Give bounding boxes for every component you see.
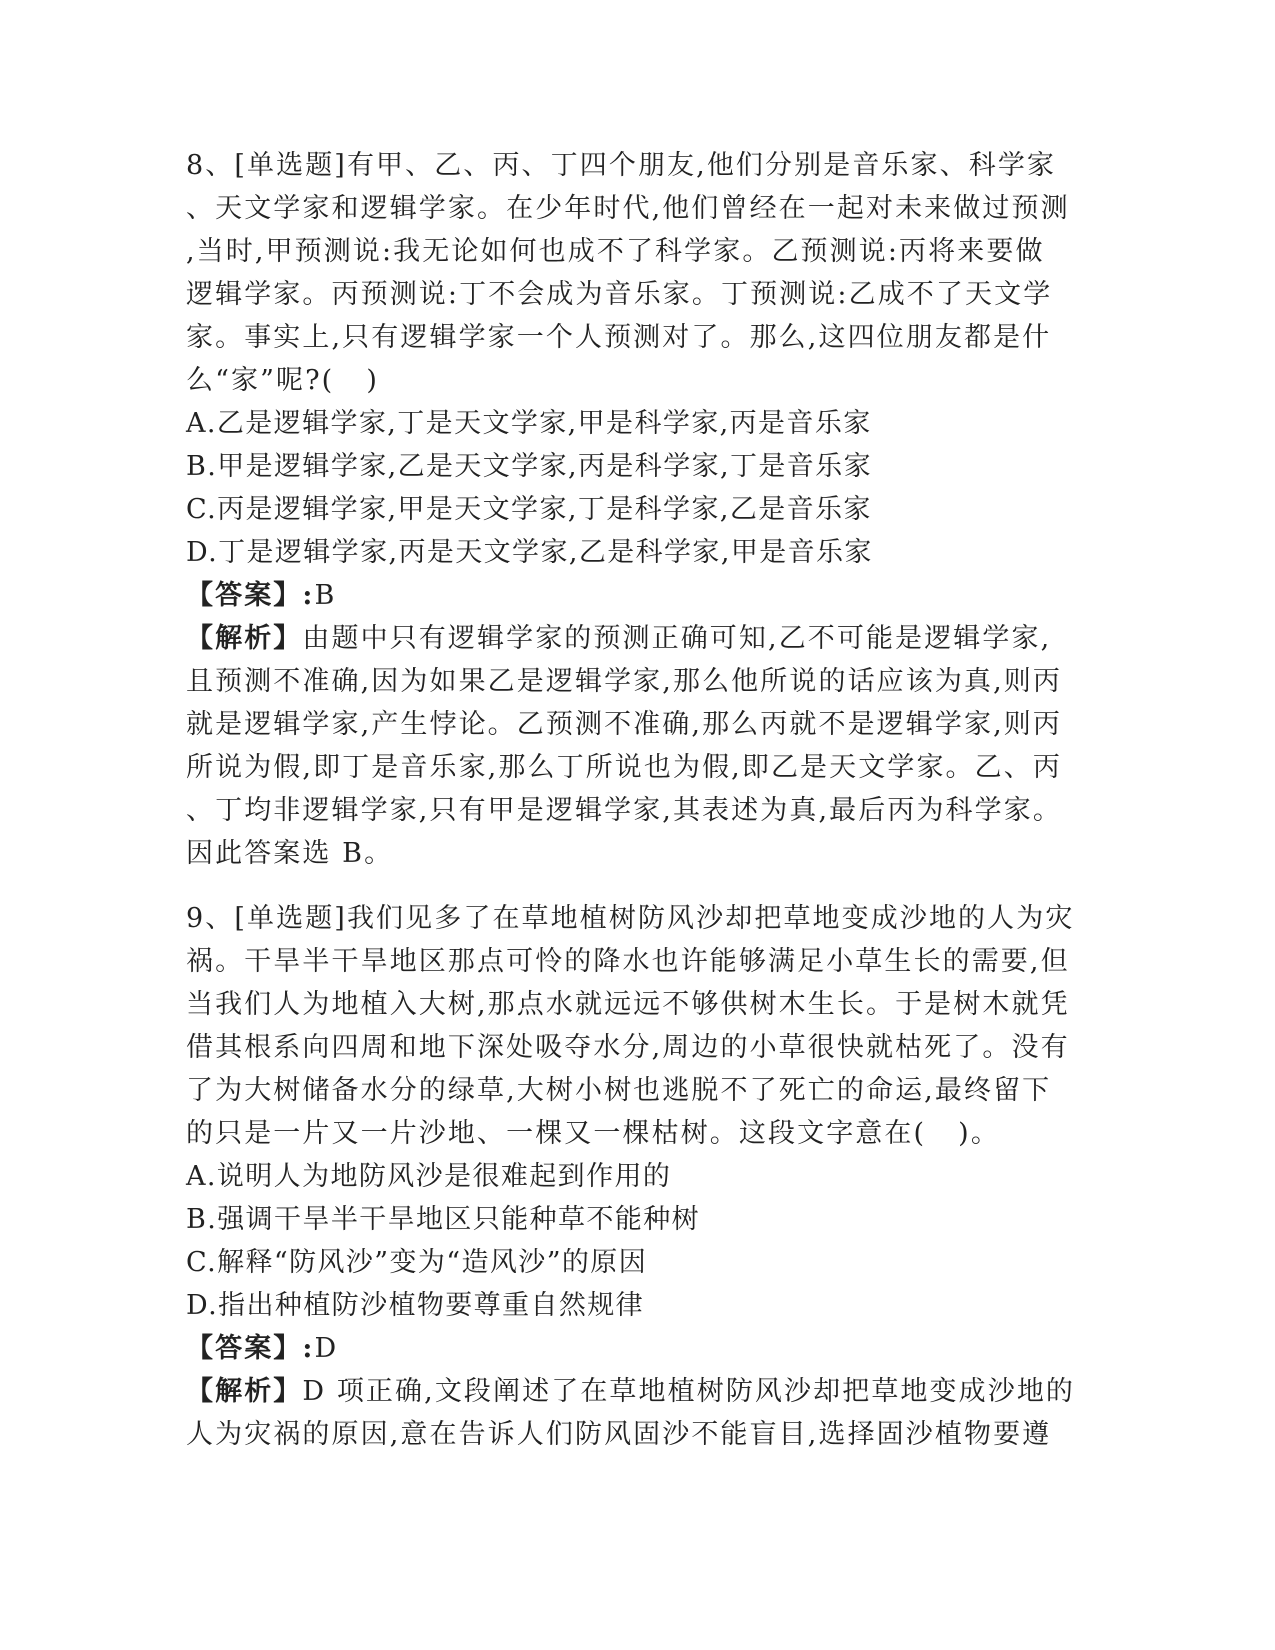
question-stem-line: 8、[单选题]有甲、乙、丙、丁四个朋友,他们分别是音乐家、科学家 <box>186 150 1057 181</box>
question-stem-line: 祸。干旱半干旱地区那点可怜的降水也许能够满足小草生长的需要,但 <box>186 946 1070 977</box>
question-spacer <box>186 875 1086 897</box>
analysis-line <box>186 617 1086 660</box>
answer-line <box>186 1327 1086 1370</box>
analysis-line: 就是逻辑学家,产生悖论。乙预测不准确,那么丙就不是逻辑学家,则丙 <box>186 709 1062 740</box>
analysis-line: 所说为假,即丁是音乐家,那么丁所说也为假,即乙是天文学家。乙、丙 <box>186 752 1062 783</box>
option-a: A.乙是逻辑学家,丁是天文学家,甲是科学家,丙是音乐家 <box>186 408 872 439</box>
answer-label: 【答案】 <box>186 1333 303 1364</box>
option-b: B.强调干旱半干旱地区只能种草不能种树 <box>186 1204 701 1235</box>
answer-line <box>186 574 1086 617</box>
analysis-text: D 项正确,文段阐述了在草地植树防风沙却把草地变成沙地的 <box>302 1376 1076 1407</box>
answer-value: D <box>314 1333 339 1364</box>
question-stem-line: ,当时,甲预测说:我无论如何也成不了科学家。乙预测说:丙将来要做 <box>186 236 1045 267</box>
question-stem-line: 、天文学家和逻辑学家。在少年时代,他们曾经在一起对未来做过预测 <box>186 193 1070 224</box>
answer-separator: : <box>302 580 315 611</box>
question-stem-line: 借其根系向四周和地下深处吸夺水分,周边的小草很快就枯死了。没有 <box>186 1032 1070 1063</box>
analysis-line: 且预测不准确,因为如果乙是逻辑学家,那么他所说的话应该为真,则丙 <box>186 666 1062 697</box>
answer-value: B <box>314 580 337 611</box>
question-9 <box>186 897 1086 1456</box>
analysis-label: 【解析】 <box>186 1376 303 1407</box>
analysis-line: 人为灾祸的原因,意在告诉人们防风固沙不能盲目,选择固沙植物要遵 <box>186 1419 1052 1450</box>
answer-label: 【答案】 <box>186 580 303 611</box>
analysis-line: 因此答案选 B。 <box>186 838 394 869</box>
question-8 <box>186 144 1086 875</box>
question-stem-line: 当我们人为地植入大树,那点水就远远不够供树木生长。于是树木就凭 <box>186 989 1070 1020</box>
analysis-text: 由题中只有逻辑学家的预测正确可知,乙不可能是逻辑学家, <box>302 623 1052 654</box>
question-stem-line: 了为大树储备水分的绿草,大树小树也逃脱不了死亡的命运,最终留下 <box>186 1075 1052 1106</box>
option-c: C.丙是逻辑学家,甲是天文学家,丁是科学家,乙是音乐家 <box>186 494 872 525</box>
option-d: D.丁是逻辑学家,丙是天文学家,乙是科学家,甲是音乐家 <box>186 537 873 568</box>
analysis-line <box>186 1370 1086 1413</box>
question-stem-line: 9、[单选题]我们见多了在草地植树防风沙却把草地变成沙地的人为灾 <box>186 903 1075 934</box>
question-stem-line: 么“家”呢?( ) <box>186 365 379 396</box>
question-stem-line: 的只是一片又一片沙地、一棵又一棵枯树。这段文字意在( )。 <box>186 1118 1000 1149</box>
analysis-label: 【解析】 <box>186 623 303 654</box>
option-a: A.说明人为地防风沙是很难起到作用的 <box>186 1161 672 1192</box>
analysis-line: 、丁均非逻辑学家,只有甲是逻辑学家,其表述为真,最后丙为科学家。 <box>186 795 1062 826</box>
question-stem-line: 家。事实上,只有逻辑学家一个人预测对了。那么,这四位朋友都是什 <box>186 322 1052 353</box>
option-d: D.指出种植防沙植物要尊重自然规律 <box>186 1290 645 1321</box>
question-stem-line: 逻辑学家。丙预测说:丁不会成为音乐家。丁预测说:乙成不了天文学 <box>186 279 1053 310</box>
answer-separator: : <box>302 1333 315 1364</box>
option-b: B.甲是逻辑学家,乙是天文学家,丙是科学家,丁是音乐家 <box>186 451 872 482</box>
content <box>186 144 1086 1456</box>
option-c: C.解释“防风沙”变为“造风沙”的原因 <box>186 1247 648 1278</box>
